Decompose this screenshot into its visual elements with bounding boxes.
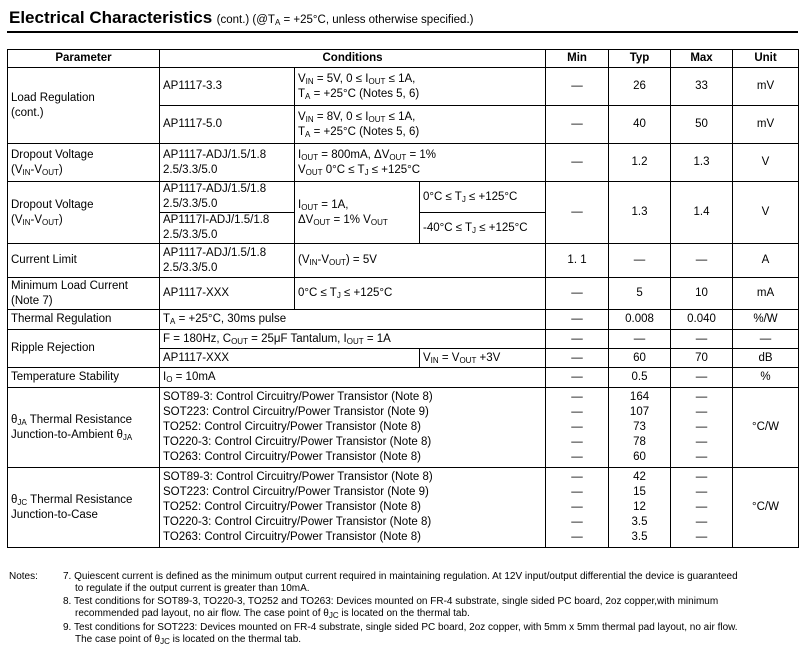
- min-cell: —: [546, 330, 609, 349]
- max-cell: 1.3: [671, 144, 733, 182]
- typ-cell: 5: [609, 278, 671, 310]
- max-cell: —: [671, 330, 733, 349]
- param-theta-jc: $\theta_{JC}$ Thermal Resistance Junction-to-Case: [8, 468, 160, 548]
- col-max: Max: [671, 50, 733, 68]
- condition-cell: F = 180Hz, $C_{OUT} = 25\mu F$ Tantalum, $I_{OUT} = 1A$: [160, 330, 546, 349]
- param-dropout-voltage: Dropout Voltage $(V_{IN}-V_{OUT})$: [8, 182, 160, 244]
- unit-cell: %: [733, 368, 799, 388]
- table-row: [8, 144, 799, 182]
- device-cell: AP1117-5.0: [160, 106, 295, 144]
- typ-cell: 42 15 12 3.5 3.5: [609, 468, 671, 548]
- col-parameter: Parameter: [8, 50, 160, 68]
- unit-cell: mV: [733, 106, 799, 144]
- min-cell: —: [546, 368, 609, 388]
- max-cell: 1.4: [671, 182, 733, 244]
- max-cell: 0.040: [671, 310, 733, 330]
- condition-cell: $I_{OUT} = 1A$, $\Delta V_{OUT} = 1\%$ $V_{OUT}$: [295, 182, 420, 244]
- table-row: [8, 244, 799, 278]
- param-current-limit: Current Limit: [8, 244, 160, 278]
- condition-cell: $0^\circ C \le T_J \le +125^\circ C$: [295, 278, 546, 310]
- max-cell: —: [671, 244, 733, 278]
- condition-cell: $(V_{IN}-V_{OUT}) = 5V$: [295, 244, 546, 278]
- device-cell: AP1117-3.3: [160, 68, 295, 106]
- unit-cell: V: [733, 182, 799, 244]
- col-min: Min: [546, 50, 609, 68]
- min-cell: —: [546, 310, 609, 330]
- typ-cell: 26: [609, 68, 671, 106]
- device-cell: AP1117-XXX: [160, 278, 295, 310]
- param-temperature-stability: Temperature Stability: [8, 368, 160, 388]
- typ-cell: —: [609, 330, 671, 349]
- condition-cell: $V_{IN} = V_{OUT} +3V$: [420, 349, 546, 368]
- typ-cell: 60: [609, 349, 671, 368]
- max-cell: 33: [671, 68, 733, 106]
- col-typ: Typ: [609, 50, 671, 68]
- header-rule: [7, 31, 798, 33]
- typ-cell: 1.2: [609, 144, 671, 182]
- table-row: [8, 468, 799, 548]
- unit-cell: °C/W: [733, 468, 799, 548]
- typ-cell: 0.008: [609, 310, 671, 330]
- unit-cell: A: [733, 244, 799, 278]
- unit-cell: °C/W: [733, 388, 799, 468]
- param-thermal-regulation: Thermal Regulation: [8, 310, 160, 330]
- max-cell: 50: [671, 106, 733, 144]
- max-cell: 10: [671, 278, 733, 310]
- typ-cell: —: [609, 244, 671, 278]
- min-cell: —: [546, 182, 609, 244]
- typ-cell: 0.5: [609, 368, 671, 388]
- unit-cell: %/W: [733, 310, 799, 330]
- typ-cell: 164 107 73 78 60: [609, 388, 671, 468]
- typ-cell: 40: [609, 106, 671, 144]
- param-ripple-rejection: Ripple Rejection: [8, 330, 160, 368]
- condition-cell: $T_A = +25^\circ C$, 30ms pulse: [160, 310, 546, 330]
- condition-cell: SOT89-3: Control Circuitry/Power Transistor (Note 8) SOT223: Control Circuitry/Power Transistor (Note 9) TO252: Control Circuitry/Power Transistor (Note 8) TO220-3: Control Circuitry/Power Transistor (Note 8) TO263: Control Circuitry/Power Transistor (Note 8): [160, 468, 546, 548]
- unit-cell: —: [733, 330, 799, 349]
- min-cell: 1. 1: [546, 244, 609, 278]
- section-subtitle: (cont.) ($@T_A = +25^\circ C$, unless otherwise specified.): [216, 14, 474, 27]
- table-row: [8, 368, 799, 388]
- table-row: [8, 182, 799, 213]
- notes-label: Notes:: [9, 571, 38, 582]
- min-cell: —: [546, 278, 609, 310]
- unit-cell: V: [733, 144, 799, 182]
- unit-cell: dB: [733, 349, 799, 368]
- condition-cell: $V_{IN} = 8V$, $0 \le I_{OUT} \le 1A$, $T_A = +25^\circ C$ (Notes 5, 6): [295, 106, 546, 144]
- max-cell: —: [671, 368, 733, 388]
- col-unit: Unit: [733, 50, 799, 68]
- condition-cell: $I_O = 10mA$: [160, 368, 546, 388]
- condition-cell: $I_{OUT} = 800mA$, $\Delta V_{OUT} = 1\%$ $V_{OUT}$ $0^\circ C \le T_J \le +125^\circ C$: [295, 144, 546, 182]
- table-row: [8, 310, 799, 330]
- note-7: 7. Quiescent current is defined as the minimum output current required in maintaining regulation. At 12V input/output differential the device is guaranteed to regulate if the output current is greater than 10mA.: [63, 571, 738, 594]
- max-cell: — — — — —: [671, 468, 733, 548]
- temp-range-cell: $0^\circ C \le T_J \le +125^\circ C$: [420, 182, 546, 213]
- table-row: [8, 68, 799, 106]
- typ-cell: 1.3: [609, 182, 671, 244]
- table-row: [8, 278, 799, 310]
- min-cell: — — — — —: [546, 388, 609, 468]
- unit-cell: mV: [733, 68, 799, 106]
- device-cell: AP1117-ADJ/1.5/1.8 2.5/3.3/5.0: [160, 244, 295, 278]
- unit-cell: mA: [733, 278, 799, 310]
- device-cell: AP1117-ADJ/1.5/1.8 2.5/3.3/5.0: [160, 182, 295, 213]
- min-cell: —: [546, 144, 609, 182]
- min-cell: —: [546, 349, 609, 368]
- device-cell: AP1117-ADJ/1.5/1.8 2.5/3.3/5.0: [160, 144, 295, 182]
- section-header: [9, 8, 473, 28]
- param-theta-ja: $\theta_{JA}$ Thermal Resistance Junction-to-Ambient $\theta_{JA}$: [8, 388, 160, 468]
- condition-cell: $V_{IN} = 5V$, $0 \le I_{OUT} \le 1A$, $T_A = +25^\circ C$ (Notes 5, 6): [295, 68, 546, 106]
- param-minimum-load-current: Minimum Load Current (Note 7): [8, 278, 160, 310]
- electrical-characteristics-table: [7, 49, 799, 548]
- table-header-row: [8, 50, 799, 68]
- max-cell: — — — — —: [671, 388, 733, 468]
- temp-range-cell: $-40^\circ C \le T_J \le +125^\circ C$: [420, 213, 546, 244]
- note-8: 8. Test conditions for SOT89-3, TO220-3, TO252 and TO263: Devices mounted on FR-4 substrate, single sided PC board, 2oz copper,with minimum recommended pad layout, no air flow. The case point of $\theta_{JC}$ is located on the thermal tab.: [63, 596, 719, 620]
- device-cell: AP1117I-ADJ/1.5/1.8 2.5/3.3/5.0: [160, 213, 295, 244]
- min-cell: —: [546, 106, 609, 144]
- col-conditions: Conditions: [160, 50, 546, 68]
- min-cell: —: [546, 68, 609, 106]
- condition-cell: SOT89-3: Control Circuitry/Power Transistor (Note 8) SOT223: Control Circuitry/Power Transistor (Note 9) TO252: Control Circuitry/Power Transistor (Note 8) TO220-3: Control Circuitry/Power Transistor (Note 8) TO263: Control Circuitry/Power Transistor (Note 8): [160, 388, 546, 468]
- note-9: 9. Test conditions for SOT223: Devices mounted on FR-4 substrate, single sided PC board, 2oz copper, with 5mm x 5mm thermal pad layout, no air flow. The case point of $\theta_{JC}$ is located on the thermal tab.: [63, 622, 738, 646]
- table-row: [8, 388, 799, 468]
- device-cell: AP1117-XXX: [160, 349, 420, 368]
- param-dropout-voltage: Dropout Voltage $(V_{IN}-V_{OUT})$: [8, 144, 160, 182]
- min-cell: — — — — —: [546, 468, 609, 548]
- table-row: [8, 330, 799, 349]
- max-cell: 70: [671, 349, 733, 368]
- param-load-regulation: Load Regulation (cont.): [8, 68, 160, 144]
- section-title: Electrical Characteristics: [9, 8, 213, 27]
